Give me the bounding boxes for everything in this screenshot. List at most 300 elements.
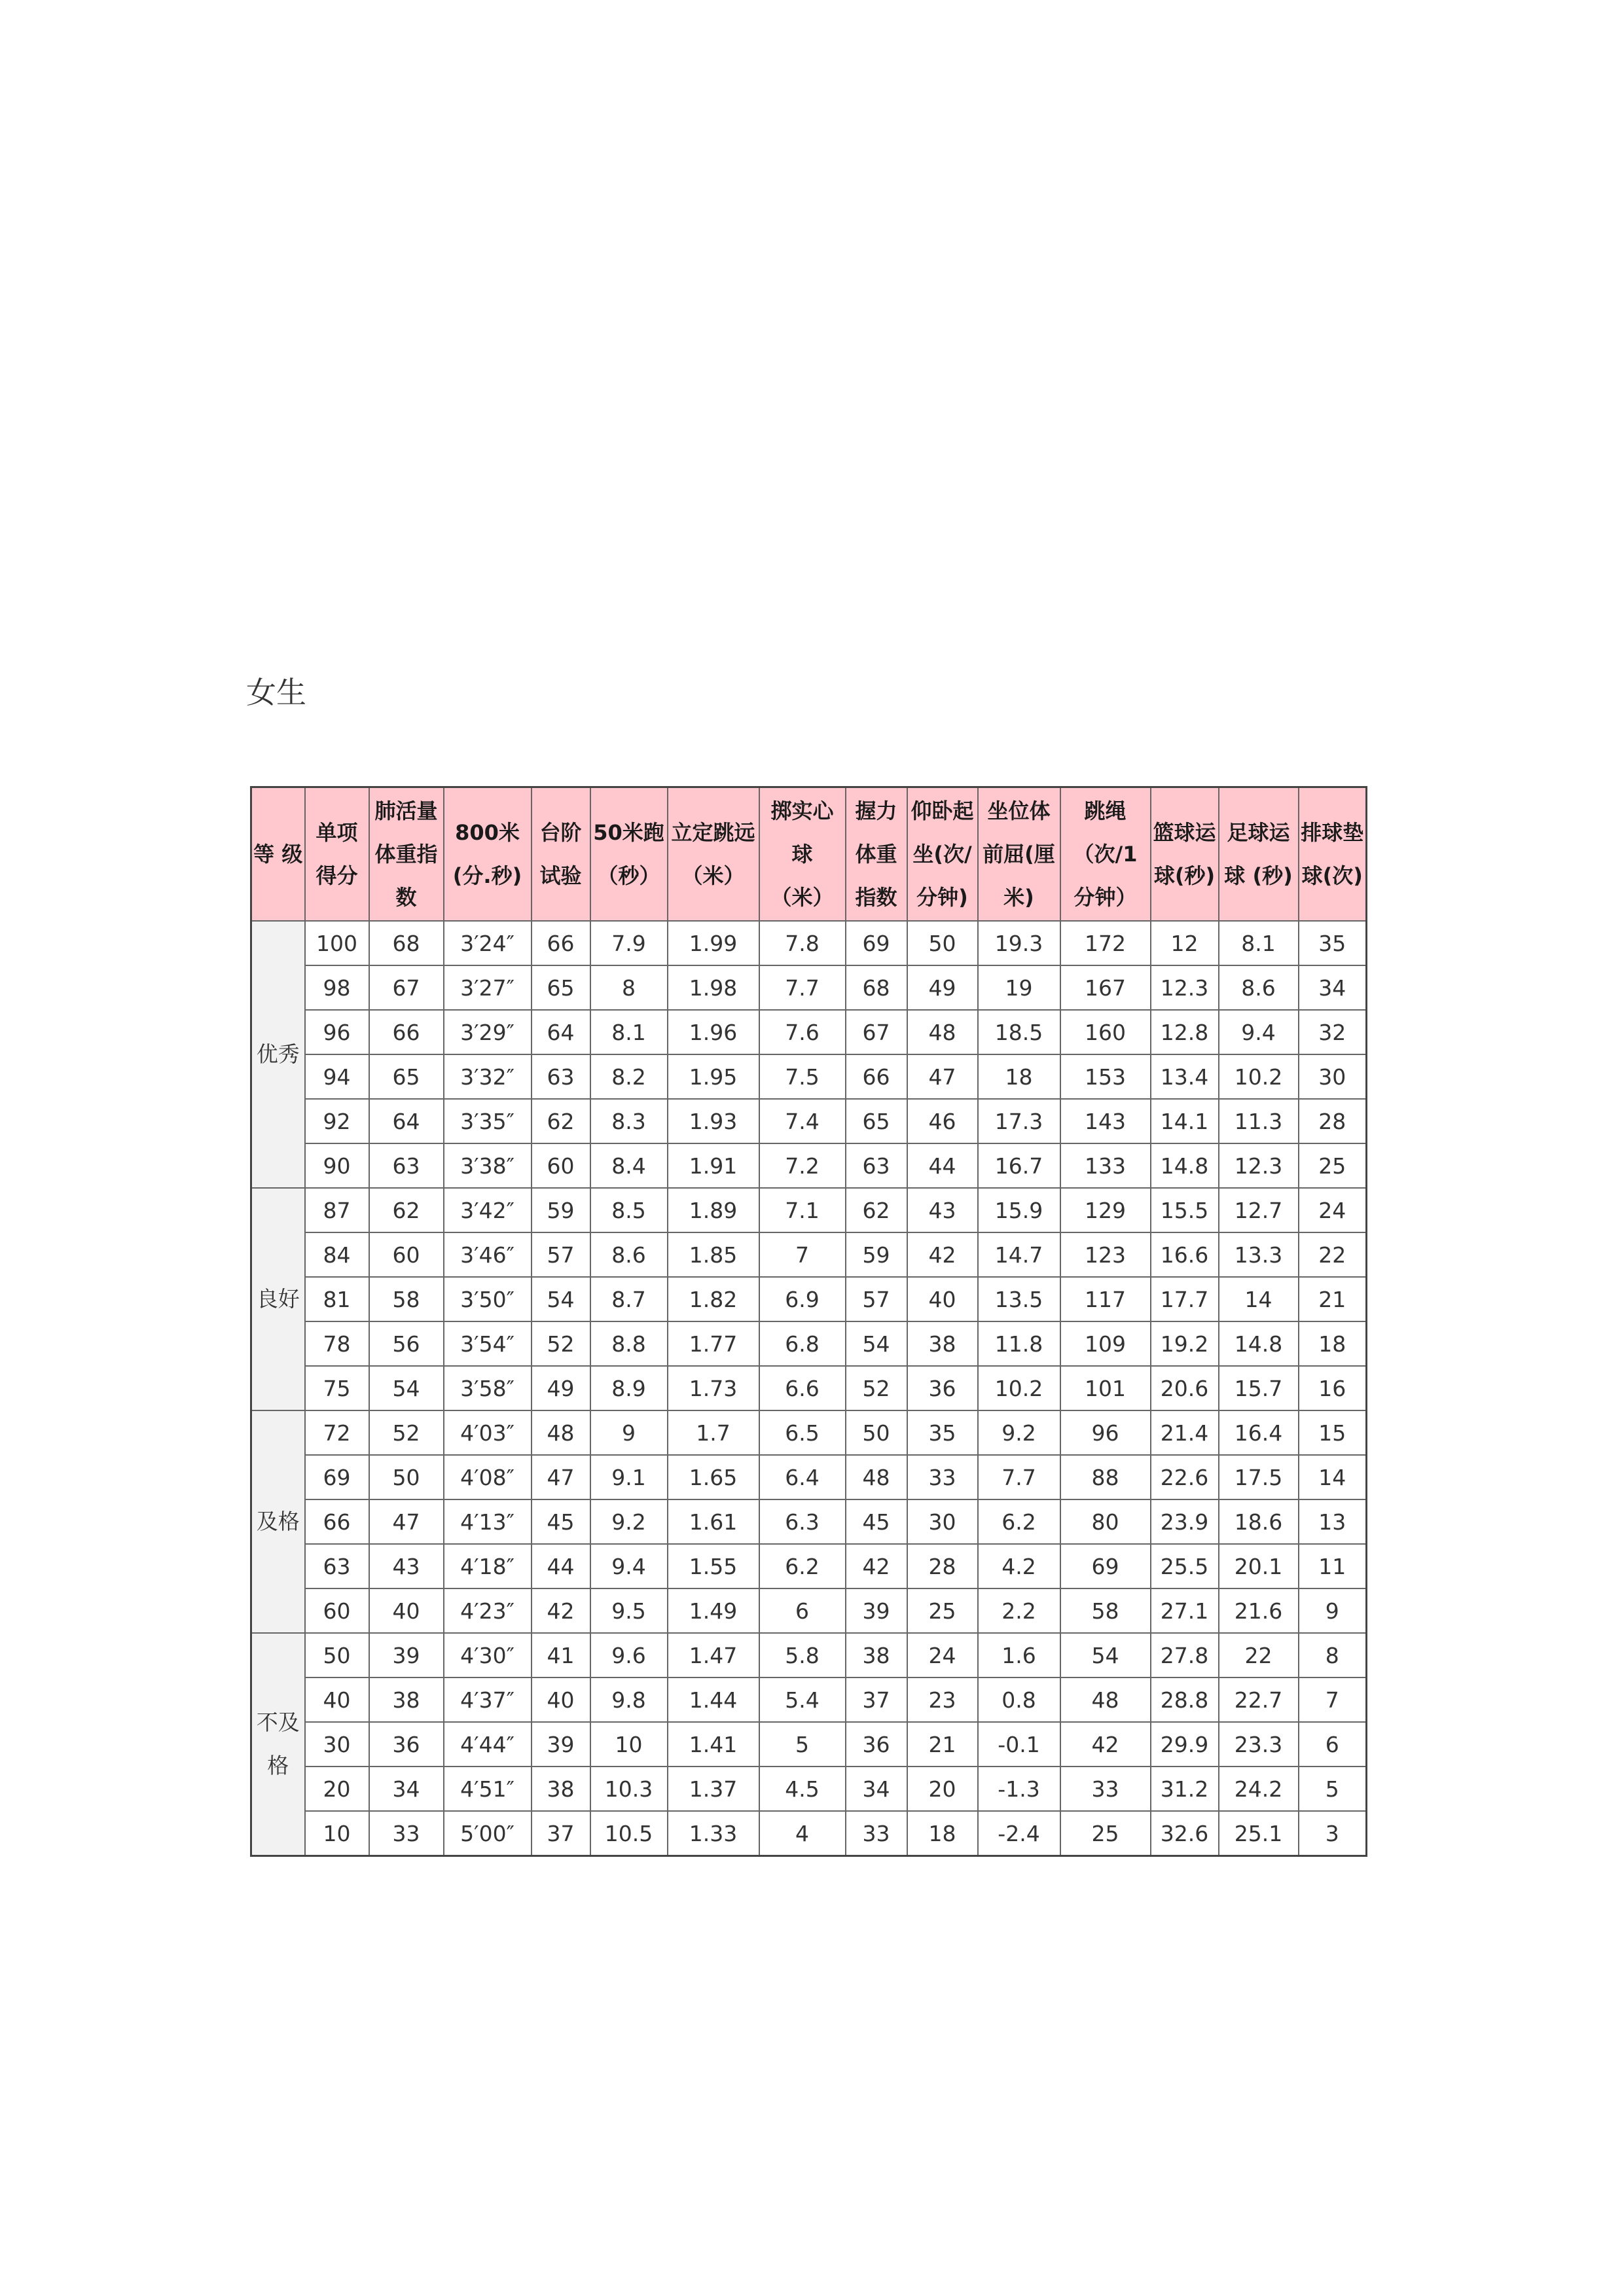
table-cell: 40 (369, 1588, 444, 1633)
table-cell: 49 (532, 1366, 590, 1410)
table-cell: 7.1 (759, 1188, 846, 1232)
table-cell: 13.5 (978, 1277, 1060, 1321)
table-cell: 13.3 (1219, 1232, 1299, 1277)
table-cell: 38 (532, 1767, 590, 1811)
table-cell: 1.93 (668, 1099, 759, 1143)
table-cell: 6.6 (759, 1366, 846, 1410)
table-cell: 11 (1299, 1544, 1367, 1588)
table-cell: 88 (1060, 1455, 1151, 1499)
table-cell: 23.9 (1151, 1499, 1219, 1544)
table-cell: 8 (1299, 1633, 1367, 1677)
table-cell: 15.9 (978, 1188, 1060, 1232)
table-cell: 4′51″ (444, 1767, 532, 1811)
table-cell: 25.1 (1219, 1811, 1299, 1856)
table-cell: 33 (907, 1455, 978, 1499)
level-cell: 优秀 (251, 921, 305, 1188)
column-header: 单项 得分 (305, 787, 369, 922)
table-cell: 0.8 (978, 1677, 1060, 1722)
table-cell: 6.5 (759, 1410, 846, 1455)
table-cell: 54 (846, 1321, 907, 1366)
table-cell: 94 (305, 1054, 369, 1099)
table-cell: 24 (907, 1633, 978, 1677)
table-cell: 42 (846, 1544, 907, 1588)
table-cell: 32.6 (1151, 1811, 1219, 1856)
table-cell: 39 (846, 1588, 907, 1633)
table-cell: 33 (369, 1811, 444, 1856)
table-cell: 1.73 (668, 1366, 759, 1410)
column-header: 跳绳 （次/1 分钟） (1060, 787, 1151, 922)
table-cell: 1.37 (668, 1767, 759, 1811)
table-cell: 62 (532, 1099, 590, 1143)
table-cell: 28 (1299, 1099, 1367, 1143)
table-cell: 7.8 (759, 921, 846, 965)
table-cell: 14.8 (1151, 1143, 1219, 1188)
table-cell: 7 (1299, 1677, 1367, 1722)
table-cell: 1.99 (668, 921, 759, 965)
table-cell: 47 (369, 1499, 444, 1544)
table-cell: 90 (305, 1143, 369, 1188)
table-cell: 3′46″ (444, 1232, 532, 1277)
table-cell: 37 (846, 1677, 907, 1722)
table-cell: 35 (1299, 921, 1367, 965)
column-header: 等 级 (251, 787, 305, 922)
table-cell: 4′08″ (444, 1455, 532, 1499)
table-cell: 30 (305, 1722, 369, 1767)
table-cell: 5 (759, 1722, 846, 1767)
table-row (251, 965, 1367, 1010)
table-cell: 36 (907, 1366, 978, 1410)
column-header: 仰卧起 坐(次/ 分钟) (907, 787, 978, 922)
table-row (251, 1010, 1367, 1054)
table-cell: 4′18″ (444, 1544, 532, 1588)
table-cell: 43 (907, 1188, 978, 1232)
table-cell: 6 (759, 1588, 846, 1633)
table-cell: 7 (759, 1232, 846, 1277)
table-cell: 62 (369, 1188, 444, 1232)
table-cell: 63 (846, 1143, 907, 1188)
table-cell: 2.2 (978, 1588, 1060, 1633)
table-cell: 3′29″ (444, 1010, 532, 1054)
table-cell: 60 (532, 1143, 590, 1188)
table-cell: 58 (1060, 1588, 1151, 1633)
table-cell: 25 (1299, 1143, 1367, 1188)
table-cell: 3′32″ (444, 1054, 532, 1099)
table-cell: 129 (1060, 1188, 1151, 1232)
table-cell: 42 (1060, 1722, 1151, 1767)
table-cell: 69 (305, 1455, 369, 1499)
table-cell: 23.3 (1219, 1722, 1299, 1767)
level-cell: 及格 (251, 1410, 305, 1633)
column-header: 50米跑 （秒） (590, 787, 668, 922)
table-cell: 21 (1299, 1277, 1367, 1321)
table-row (251, 1633, 1367, 1677)
table-cell: 6.2 (978, 1499, 1060, 1544)
table-header-row (251, 787, 1367, 922)
table-cell: 37 (532, 1811, 590, 1856)
table-cell: 66 (369, 1010, 444, 1054)
table-cell: 15.7 (1219, 1366, 1299, 1410)
table-cell: 39 (369, 1633, 444, 1677)
table-cell: 167 (1060, 965, 1151, 1010)
table-cell: 72 (305, 1410, 369, 1455)
table-cell: 38 (846, 1633, 907, 1677)
table-cell: 19.2 (1151, 1321, 1219, 1366)
table-cell: 6 (1299, 1722, 1367, 1767)
column-header: 立定跳远 （米） (668, 787, 759, 922)
table-cell: 8.6 (590, 1232, 668, 1277)
table-cell: 3 (1299, 1811, 1367, 1856)
table-cell: 1.89 (668, 1188, 759, 1232)
table-cell: 7.5 (759, 1054, 846, 1099)
table-cell: 18 (978, 1054, 1060, 1099)
table-cell: 44 (532, 1544, 590, 1588)
table-cell: 14.7 (978, 1232, 1060, 1277)
table-cell: 7.6 (759, 1010, 846, 1054)
table-cell: 44 (907, 1143, 978, 1188)
table-cell: 35 (907, 1410, 978, 1455)
table-cell: 52 (369, 1410, 444, 1455)
table-cell: 52 (846, 1366, 907, 1410)
table-cell: 13 (1299, 1499, 1367, 1544)
table-row (251, 921, 1367, 965)
table-cell: 20 (907, 1767, 978, 1811)
table-cell: 40 (907, 1277, 978, 1321)
column-header: 台阶 试验 (532, 787, 590, 922)
table-cell: 1.82 (668, 1277, 759, 1321)
table-cell: 28 (907, 1544, 978, 1588)
table-cell: 4′30″ (444, 1633, 532, 1677)
table-cell: 67 (369, 965, 444, 1010)
table-cell: 62 (846, 1188, 907, 1232)
table-row (251, 1677, 1367, 1722)
table-cell: 7.7 (759, 965, 846, 1010)
table-cell: 6.3 (759, 1499, 846, 1544)
table-cell: 45 (846, 1499, 907, 1544)
table-cell: 9.4 (590, 1544, 668, 1588)
table-cell: 9.1 (590, 1455, 668, 1499)
table-cell: 13.4 (1151, 1054, 1219, 1099)
table-cell: 29.9 (1151, 1722, 1219, 1767)
table-cell: 4′03″ (444, 1410, 532, 1455)
table-cell: -2.4 (978, 1811, 1060, 1856)
table-cell: 58 (369, 1277, 444, 1321)
table-cell: 87 (305, 1188, 369, 1232)
table-cell: 96 (1060, 1410, 1151, 1455)
table-cell: 52 (532, 1321, 590, 1366)
table-cell: 30 (907, 1499, 978, 1544)
column-header: 排球垫 球(次) (1299, 787, 1367, 922)
table-row (251, 1811, 1367, 1856)
column-header: 肺活量 体重指 数 (369, 787, 444, 922)
table-row (251, 1544, 1367, 1588)
table-cell: 63 (305, 1544, 369, 1588)
table-cell: 42 (532, 1588, 590, 1633)
table-cell: 15 (1299, 1410, 1367, 1455)
table-cell: 46 (907, 1099, 978, 1143)
table-cell: 98 (305, 965, 369, 1010)
table-cell: 25 (1060, 1811, 1151, 1856)
table-cell: 65 (846, 1099, 907, 1143)
page-title: 女生 (246, 675, 306, 710)
table-cell: 1.7 (668, 1410, 759, 1455)
table-row (251, 1455, 1367, 1499)
table-cell: 38 (369, 1677, 444, 1722)
table-cell: 43 (369, 1544, 444, 1588)
table-cell: 11.8 (978, 1321, 1060, 1366)
table-cell: 1.49 (668, 1588, 759, 1633)
table-cell: 30 (1299, 1054, 1367, 1099)
table-cell: 9 (1299, 1588, 1367, 1633)
table-cell: 4′37″ (444, 1677, 532, 1722)
level-cell: 不及 格 (251, 1633, 305, 1856)
table-cell: 14 (1299, 1455, 1367, 1499)
column-header: 足球运 球 (秒) (1219, 787, 1299, 922)
table-cell: 1.41 (668, 1722, 759, 1767)
table-cell: 21 (907, 1722, 978, 1767)
table-cell: 32 (1299, 1010, 1367, 1054)
table-cell: 1.95 (668, 1054, 759, 1099)
table-cell: 10 (305, 1811, 369, 1856)
column-header: 800米 (分.秒) (444, 787, 532, 922)
table-cell: 7.7 (978, 1455, 1060, 1499)
table-cell: 143 (1060, 1099, 1151, 1143)
table-cell: 16.4 (1219, 1410, 1299, 1455)
table-cell: 8.7 (590, 1277, 668, 1321)
table-cell: 39 (532, 1722, 590, 1767)
table-cell: 100 (305, 921, 369, 965)
table-cell: 4 (759, 1811, 846, 1856)
table-cell: 6.4 (759, 1455, 846, 1499)
table-cell: 20.1 (1219, 1544, 1299, 1588)
table-cell: 9.8 (590, 1677, 668, 1722)
table-cell: 27.1 (1151, 1588, 1219, 1633)
table-cell: 9 (590, 1410, 668, 1455)
table-cell: 65 (532, 965, 590, 1010)
table-cell: 40 (305, 1677, 369, 1722)
table-cell: 41 (532, 1633, 590, 1677)
table-cell: 66 (305, 1499, 369, 1544)
table-cell: 9.2 (590, 1499, 668, 1544)
score-table (250, 786, 1367, 1857)
table-cell: 123 (1060, 1232, 1151, 1277)
table-cell: 48 (846, 1455, 907, 1499)
table-row (251, 1366, 1367, 1410)
table-cell: 21.6 (1219, 1588, 1299, 1633)
table-cell: 54 (369, 1366, 444, 1410)
table-cell: 14.8 (1219, 1321, 1299, 1366)
table-cell: 57 (846, 1277, 907, 1321)
table-cell: 9.2 (978, 1410, 1060, 1455)
table-cell: 15.5 (1151, 1188, 1219, 1232)
table-cell: 68 (846, 965, 907, 1010)
table-cell: 9.5 (590, 1588, 668, 1633)
table-cell: 78 (305, 1321, 369, 1366)
table-cell: 22.7 (1219, 1677, 1299, 1722)
table-cell: 38 (907, 1321, 978, 1366)
table-cell: 54 (532, 1277, 590, 1321)
table-cell: 4′13″ (444, 1499, 532, 1544)
table-cell: 50 (305, 1633, 369, 1677)
table-cell: 66 (532, 921, 590, 965)
table-cell: 133 (1060, 1143, 1151, 1188)
table-row (251, 1499, 1367, 1544)
table-cell: 1.96 (668, 1010, 759, 1054)
table-cell: 5′00″ (444, 1811, 532, 1856)
table-cell: 45 (532, 1499, 590, 1544)
table-cell: 1.55 (668, 1544, 759, 1588)
table-row (251, 1410, 1367, 1455)
table-cell: 65 (369, 1054, 444, 1099)
table-cell: 21.4 (1151, 1410, 1219, 1455)
table-cell: 42 (907, 1232, 978, 1277)
table-cell: 34 (369, 1767, 444, 1811)
table-cell: 8.9 (590, 1366, 668, 1410)
table-body (251, 921, 1367, 1856)
table-cell: 6.8 (759, 1321, 846, 1366)
table-cell: 81 (305, 1277, 369, 1321)
table-cell: 64 (532, 1010, 590, 1054)
table-row (251, 1188, 1367, 1232)
table-cell: 17.5 (1219, 1455, 1299, 1499)
table-cell: 28.8 (1151, 1677, 1219, 1722)
column-header: 掷实心 球 （米） (759, 787, 846, 922)
table-cell: 10.2 (978, 1366, 1060, 1410)
table-cell: 22 (1219, 1633, 1299, 1677)
table-cell: 1.91 (668, 1143, 759, 1188)
table-cell: 1.65 (668, 1455, 759, 1499)
table-cell: 8.8 (590, 1321, 668, 1366)
table-cell: 16.6 (1151, 1232, 1219, 1277)
table-cell: 57 (532, 1232, 590, 1277)
table-cell: 3′54″ (444, 1321, 532, 1366)
table-cell: 12.8 (1151, 1010, 1219, 1054)
table-cell: 117 (1060, 1277, 1151, 1321)
table-cell: 8 (590, 965, 668, 1010)
table-cell: 14 (1219, 1277, 1299, 1321)
table-cell: 92 (305, 1099, 369, 1143)
table-cell: 40 (532, 1677, 590, 1722)
table-cell: 23 (907, 1677, 978, 1722)
table-row (251, 1232, 1367, 1277)
table-cell: 8.3 (590, 1099, 668, 1143)
table-cell: 68 (369, 921, 444, 965)
table-cell: 16.7 (978, 1143, 1060, 1188)
table-cell: 172 (1060, 921, 1151, 965)
table-cell: 59 (532, 1188, 590, 1232)
table-cell: 3′42″ (444, 1188, 532, 1232)
table-cell: 69 (1060, 1544, 1151, 1588)
table-cell: 10.5 (590, 1811, 668, 1856)
table-cell: 69 (846, 921, 907, 965)
table-cell: 10.2 (1219, 1054, 1299, 1099)
table-cell: 27.8 (1151, 1633, 1219, 1677)
column-header: 握力 体重 指数 (846, 787, 907, 922)
table-cell: 84 (305, 1232, 369, 1277)
table-cell: 6.9 (759, 1277, 846, 1321)
table-cell: 60 (305, 1588, 369, 1633)
table-cell: 50 (369, 1455, 444, 1499)
table-cell: 36 (369, 1722, 444, 1767)
table-cell: 3′35″ (444, 1099, 532, 1143)
column-header: 坐位体 前屈(厘 米) (978, 787, 1060, 922)
table-cell: 36 (846, 1722, 907, 1767)
table-cell: 4′23″ (444, 1588, 532, 1633)
table-cell: 75 (305, 1366, 369, 1410)
table-cell: -0.1 (978, 1722, 1060, 1767)
table-cell: 8.5 (590, 1188, 668, 1232)
table-cell: 5 (1299, 1767, 1367, 1811)
table-cell: 22.6 (1151, 1455, 1219, 1499)
table-cell: 31.2 (1151, 1767, 1219, 1811)
table-cell: 101 (1060, 1366, 1151, 1410)
table-cell: 12.7 (1219, 1188, 1299, 1232)
table-cell: 33 (1060, 1767, 1151, 1811)
table-cell: 1.77 (668, 1321, 759, 1366)
table-cell: 10 (590, 1722, 668, 1767)
table-cell: 1.33 (668, 1811, 759, 1856)
column-header: 篮球运 球(秒) (1151, 787, 1219, 922)
table-cell: 4′44″ (444, 1722, 532, 1767)
table-cell: 64 (369, 1099, 444, 1143)
table-row (251, 1143, 1367, 1188)
table-cell: 54 (1060, 1633, 1151, 1677)
table-cell: 63 (532, 1054, 590, 1099)
table-cell: 1.98 (668, 965, 759, 1010)
table-cell: 160 (1060, 1010, 1151, 1054)
table-cell: 47 (532, 1455, 590, 1499)
table-cell: 20.6 (1151, 1366, 1219, 1410)
table-cell: 3′27″ (444, 965, 532, 1010)
table-cell: 19.3 (978, 921, 1060, 965)
table-row (251, 1767, 1367, 1811)
table-cell: 25 (907, 1588, 978, 1633)
table-cell: 6.2 (759, 1544, 846, 1588)
table-cell: 9.4 (1219, 1010, 1299, 1054)
table-cell: 60 (369, 1232, 444, 1277)
table-cell: 20 (305, 1767, 369, 1811)
table-cell: 18.5 (978, 1010, 1060, 1054)
table-cell: 1.61 (668, 1499, 759, 1544)
table-cell: 12.3 (1151, 965, 1219, 1010)
table-cell: 5.8 (759, 1633, 846, 1677)
table-cell: 8.1 (590, 1010, 668, 1054)
table-row (251, 1099, 1367, 1143)
table-cell: 3′24″ (444, 921, 532, 965)
table-cell: 1.85 (668, 1232, 759, 1277)
table-row (251, 1588, 1367, 1633)
table-cell: 3′50″ (444, 1277, 532, 1321)
table-cell: 96 (305, 1010, 369, 1054)
table-cell: 7.4 (759, 1099, 846, 1143)
table-cell: 80 (1060, 1499, 1151, 1544)
level-cell: 良好 (251, 1188, 305, 1410)
table-cell: 3′38″ (444, 1143, 532, 1188)
table-cell: 49 (907, 965, 978, 1010)
table-cell: 14.1 (1151, 1099, 1219, 1143)
table-cell: 48 (1060, 1677, 1151, 1722)
table-cell: 33 (846, 1811, 907, 1856)
table-cell: 18 (1299, 1321, 1367, 1366)
table-cell: 17.7 (1151, 1277, 1219, 1321)
table-cell: 1.44 (668, 1677, 759, 1722)
table-cell: 8.1 (1219, 921, 1299, 965)
table-cell: 153 (1060, 1054, 1151, 1099)
table-cell: -1.3 (978, 1767, 1060, 1811)
table-cell: 4.5 (759, 1767, 846, 1811)
table-cell: 8.6 (1219, 965, 1299, 1010)
table-row (251, 1321, 1367, 1366)
table-cell: 109 (1060, 1321, 1151, 1366)
